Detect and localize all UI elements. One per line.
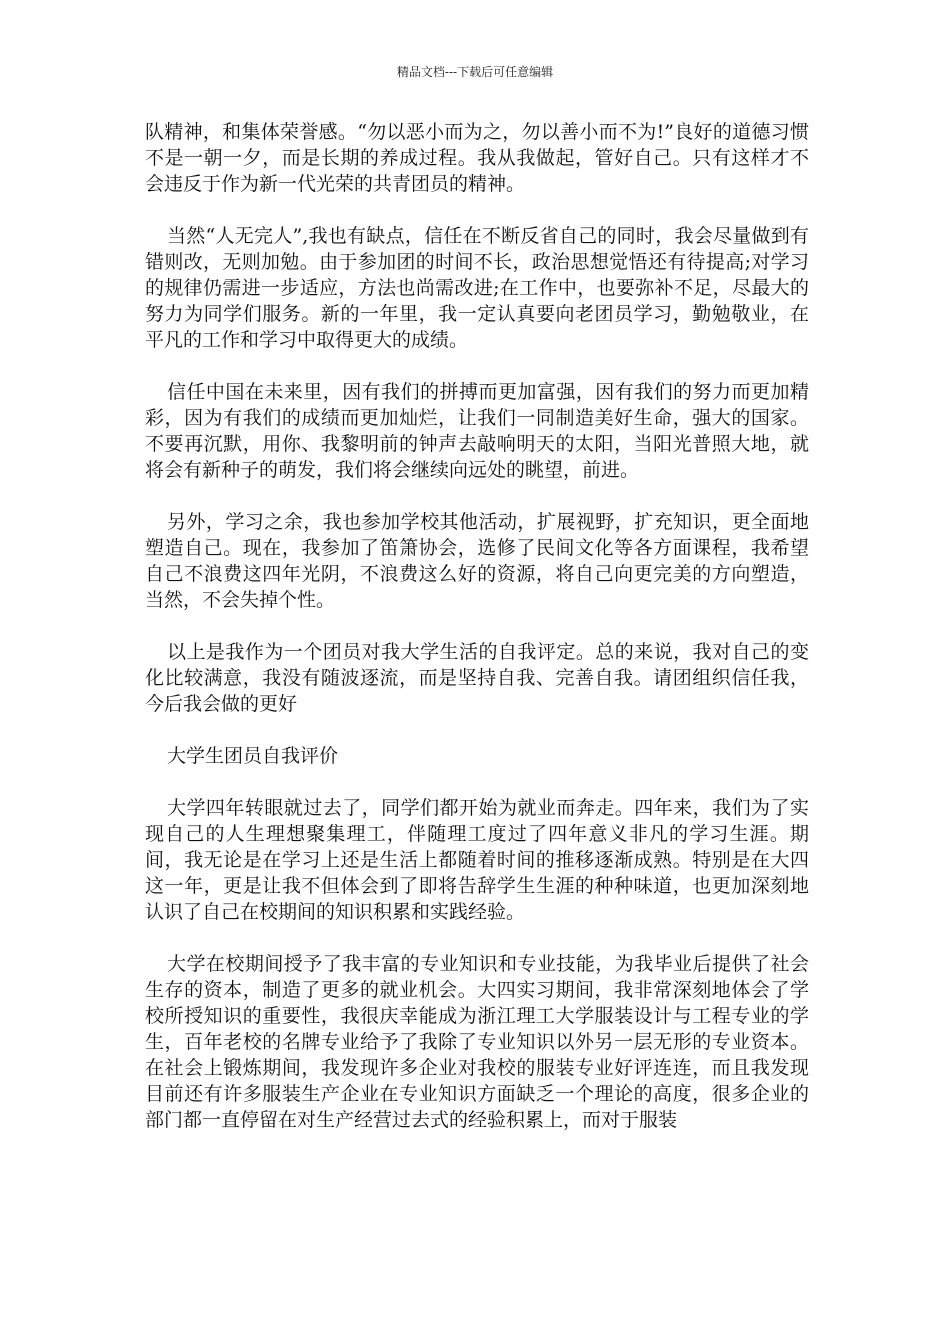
paragraph-3: 信任中国在未来里，因有我们的拼搏而更加富强，因有我们的努力而更加精彩，因为有我们的成绩而更加灿烂，让我们一同制造美好生命，强大的国家。不要再沉默，用你、我黎明前的钟声去敲响明天的太阳，当阳光普照大地，就将会有新种子的萌发，我们将会继续向远处的眺望，前进。 (145, 381, 809, 481)
paragraph-1: 队精神，和集体荣誉感。“勿以恶小而为之，勿以善小而不为!”良好的道德习惯不是一朝一夕，而是长期的养成过程。我从我做起，管好自己。只有这样才不会违反于作为新一代光荣的共青团员的精神。 (145, 121, 809, 195)
section-heading: 大学生团员自我评价 (167, 745, 339, 767)
paragraph-5: 以上是我作为一个团员对我大学生活的自我评定。总的来说，我对自己的变化比较满意，我没有随波逐流，而是坚持自我、完善自我。请团组织信任我，今后我会做的更好 (145, 641, 809, 715)
paragraph-7: 大学在校期间授予了我丰富的专业知识和专业技能，为我毕业后提供了社会生存的资本，制造了更多的就业机会。大四实习期间，我非常深刻地体会了学校所授知识的重要性，我很庆幸能成为浙江理工大学服装设计与工程专业的学生，百年老校的名牌专业给予了我除了专业知识以外另一层无形的专业资本。在社会上锻炼期间，我发现许多企业对我校的服装专业好评连连，而且我发现目前还有许多服装生产企业在专业知识方面缺乏一个理论的高度，很多企业的部门都一直停留在对生产经营过去式的经验积累上，而对于服装 (145, 953, 809, 1131)
paragraph-4: 另外，学习之余，我也参加学校其他活动，扩展视野，扩充知识，更全面地塑造自己。现在，我参加了笛箫协会，选修了民间文化等各方面课程，我希望自己不浪费这四年光阴，不浪费这么好的资源，将自己向更完美的方向塑造，当然，不会失掉个性。 (145, 511, 809, 611)
paragraph-6: 大学四年转眼就过去了，同学们都开始为就业而奔走。四年来，我们为了实现自己的人生理想聚集理工，伴随理工度过了四年意义非凡的学习生涯。期间，我无论是在学习上还是生活上都随着时间的推移逐渐成熟。特别是在大四这一年，更是让我不但体会到了即将告辞学生生涯的种种味道，也更加深刻地认识了自己在校期间的知识积累和实践经验。 (145, 797, 809, 923)
document-body (145, 119, 809, 1133)
paragraph-2: 当然“人无完人”,我也有缺点，信任在不断反省自己的同时，我会尽量做到有错则改，无则加勉。由于参加团的时间不长，政治思想觉悟还有待提高;对学习的规律仍需进一步适应，方法也尚需改进;在工作中，也要弥补不足，尽最大的努力为同学们服务。新的一年里，我一定认真要向老团员学习，勤勉敬业，在平凡的工作和学习中取得更大的成绩。 (145, 225, 809, 351)
page-header: 精品文档---下载后可任意编辑 (396, 65, 554, 79)
